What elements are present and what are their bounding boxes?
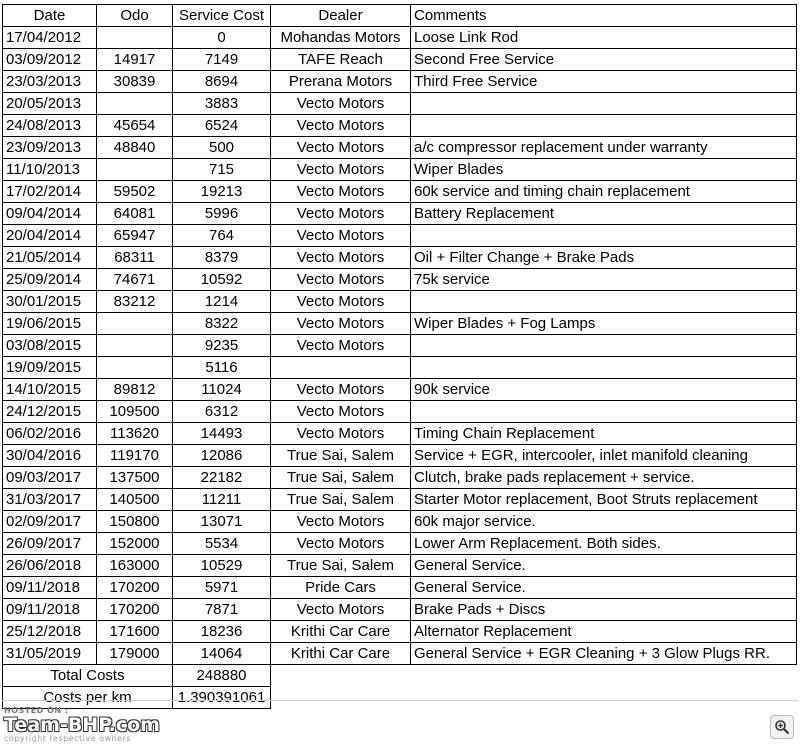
odo-cell: 45654 bbox=[97, 115, 173, 137]
odo-cell: 119170 bbox=[97, 445, 173, 467]
total-costs-label: Total Costs bbox=[3, 665, 173, 687]
odo-cell bbox=[97, 159, 173, 181]
odo-cell bbox=[97, 357, 173, 379]
dealer-cell: Vecto Motors bbox=[271, 93, 411, 115]
date-cell: 25/09/2014 bbox=[3, 269, 97, 291]
comments-cell: Timing Chain Replacement bbox=[411, 423, 797, 445]
odo-cell: 48840 bbox=[97, 137, 173, 159]
service-cost-cell: 14064 bbox=[173, 643, 271, 665]
comments-cell: a/c compressor replacement under warranty bbox=[411, 137, 797, 159]
date-cell: 19/09/2015 bbox=[3, 357, 97, 379]
date-cell: 11/10/2013 bbox=[3, 159, 97, 181]
comments-cell: Battery Replacement bbox=[411, 203, 797, 225]
service-cost-cell: 19213 bbox=[173, 181, 271, 203]
service-cost-cell: 3883 bbox=[173, 93, 271, 115]
service-cost-cell: 7149 bbox=[173, 49, 271, 71]
odo-cell bbox=[97, 313, 173, 335]
odo-cell: 109500 bbox=[97, 401, 173, 423]
comments-cell: Third Free Service bbox=[411, 71, 797, 93]
table-row bbox=[3, 357, 797, 379]
table-row bbox=[3, 379, 797, 401]
zoom-in-button[interactable] bbox=[770, 715, 794, 739]
dealer-cell: True Sai, Salem bbox=[271, 467, 411, 489]
table-row bbox=[3, 269, 797, 291]
date-cell: 02/09/2017 bbox=[3, 511, 97, 533]
date-cell: 31/05/2019 bbox=[3, 643, 97, 665]
comments-cell: Loose Link Rod bbox=[411, 27, 797, 49]
date-cell: 24/08/2013 bbox=[3, 115, 97, 137]
comments-cell: 60k major service. bbox=[411, 511, 797, 533]
odo-cell bbox=[97, 93, 173, 115]
service-cost-cell: 8694 bbox=[173, 71, 271, 93]
odo-cell: 170200 bbox=[97, 577, 173, 599]
comments-cell bbox=[411, 291, 797, 313]
table-row bbox=[3, 203, 797, 225]
service-cost-cell: 14493 bbox=[173, 423, 271, 445]
comments-cell: General Service + EGR Cleaning + 3 Glow Plugs RR. bbox=[411, 643, 797, 665]
odo-cell: 64081 bbox=[97, 203, 173, 225]
service-cost-cell: 5534 bbox=[173, 533, 271, 555]
odo-cell: 150800 bbox=[97, 511, 173, 533]
costs-per-km-value: 1.390391061 bbox=[173, 687, 271, 709]
date-cell: 20/05/2013 bbox=[3, 93, 97, 115]
odo-cell: 30839 bbox=[97, 71, 173, 93]
costs-per-km-label: Costs per km bbox=[3, 687, 173, 709]
comments-cell: Oil + Filter Change + Brake Pads bbox=[411, 247, 797, 269]
table-row bbox=[3, 93, 797, 115]
comments-cell bbox=[411, 225, 797, 247]
empty-cell bbox=[271, 665, 797, 687]
date-cell: 30/04/2016 bbox=[3, 445, 97, 467]
service-cost-cell: 6524 bbox=[173, 115, 271, 137]
watermark-copyright: copyright respective owners bbox=[4, 734, 131, 743]
date-cell: 26/06/2018 bbox=[3, 555, 97, 577]
dealer-cell: Vecto Motors bbox=[271, 225, 411, 247]
odo-cell: 68311 bbox=[97, 247, 173, 269]
odo-cell: 59502 bbox=[97, 181, 173, 203]
odo-cell: 171600 bbox=[97, 621, 173, 643]
dealer-cell: Vecto Motors bbox=[271, 423, 411, 445]
table-row bbox=[3, 401, 797, 423]
comments-cell: Lower Arm Replacement. Both sides. bbox=[411, 533, 797, 555]
dealer-cell: Vecto Motors bbox=[271, 511, 411, 533]
odo-cell: 65947 bbox=[97, 225, 173, 247]
dealer-cell: Krithi Car Care bbox=[271, 621, 411, 643]
comments-cell bbox=[411, 357, 797, 379]
table-row bbox=[3, 445, 797, 467]
team-bhp-logo: Team-BHP.com bbox=[4, 714, 160, 736]
service-cost-cell: 5116 bbox=[173, 357, 271, 379]
service-cost-cell: 11211 bbox=[173, 489, 271, 511]
service-cost-cell: 0 bbox=[173, 27, 271, 49]
service-cost-cell: 715 bbox=[173, 159, 271, 181]
total-costs-value: 248880 bbox=[173, 665, 271, 687]
dealer-cell: Vecto Motors bbox=[271, 247, 411, 269]
table-row bbox=[3, 291, 797, 313]
date-cell: 09/11/2018 bbox=[3, 599, 97, 621]
service-cost-cell: 22182 bbox=[173, 467, 271, 489]
table-row bbox=[3, 115, 797, 137]
service-cost-cell: 9235 bbox=[173, 335, 271, 357]
dealer-cell: Vecto Motors bbox=[271, 203, 411, 225]
date-cell: 06/02/2016 bbox=[3, 423, 97, 445]
service-cost-cell: 8322 bbox=[173, 313, 271, 335]
date-cell: 03/08/2015 bbox=[3, 335, 97, 357]
table-row bbox=[3, 511, 797, 533]
comments-cell bbox=[411, 93, 797, 115]
dealer-cell: Vecto Motors bbox=[271, 533, 411, 555]
service-cost-cell: 12086 bbox=[173, 445, 271, 467]
header-comments: Comments bbox=[411, 5, 797, 27]
zoom-in-icon bbox=[774, 719, 790, 735]
date-cell: 14/10/2015 bbox=[3, 379, 97, 401]
comments-cell: Second Free Service bbox=[411, 49, 797, 71]
date-cell: 23/03/2013 bbox=[3, 71, 97, 93]
date-cell: 24/12/2015 bbox=[3, 401, 97, 423]
odo-cell: 137500 bbox=[97, 467, 173, 489]
table-row bbox=[3, 533, 797, 555]
service-cost-cell: 764 bbox=[173, 225, 271, 247]
odo-cell: 179000 bbox=[97, 643, 173, 665]
table-row bbox=[3, 577, 797, 599]
comments-cell: Brake Pads + Discs bbox=[411, 599, 797, 621]
date-cell: 03/09/2012 bbox=[3, 49, 97, 71]
dealer-cell: Vecto Motors bbox=[271, 291, 411, 313]
dealer-cell: Vecto Motors bbox=[271, 313, 411, 335]
dealer-cell: Pride Cars bbox=[271, 577, 411, 599]
comments-cell: 60k service and timing chain replacement bbox=[411, 181, 797, 203]
table-row bbox=[3, 335, 797, 357]
dealer-cell: Vecto Motors bbox=[271, 181, 411, 203]
dealer-cell: TAFE Reach bbox=[271, 49, 411, 71]
dealer-cell: Vecto Motors bbox=[271, 335, 411, 357]
dealer-cell: Vecto Motors bbox=[271, 379, 411, 401]
date-cell: 09/03/2017 bbox=[3, 467, 97, 489]
service-cost-cell: 5971 bbox=[173, 577, 271, 599]
total-costs-row bbox=[3, 665, 797, 687]
dealer-cell: Mohandas Motors bbox=[271, 27, 411, 49]
service-cost-cell: 7871 bbox=[173, 599, 271, 621]
comments-cell bbox=[411, 401, 797, 423]
table-row bbox=[3, 49, 797, 71]
comments-cell: 90k service bbox=[411, 379, 797, 401]
dealer-cell bbox=[271, 357, 411, 379]
odo-cell: 163000 bbox=[97, 555, 173, 577]
odo-cell bbox=[97, 335, 173, 357]
comments-cell: General Service. bbox=[411, 555, 797, 577]
service-cost-cell: 5996 bbox=[173, 203, 271, 225]
date-cell: 23/09/2013 bbox=[3, 137, 97, 159]
service-cost-cell: 10592 bbox=[173, 269, 271, 291]
service-cost-cell: 1214 bbox=[173, 291, 271, 313]
dealer-cell: Vecto Motors bbox=[271, 137, 411, 159]
comments-cell: Alternator Replacement bbox=[411, 621, 797, 643]
service-cost-cell: 6312 bbox=[173, 401, 271, 423]
table-row bbox=[3, 423, 797, 445]
table-row bbox=[3, 137, 797, 159]
date-cell: 30/01/2015 bbox=[3, 291, 97, 313]
dealer-cell: True Sai, Salem bbox=[271, 555, 411, 577]
date-cell: 17/04/2012 bbox=[3, 27, 97, 49]
table-row bbox=[3, 159, 797, 181]
comments-cell: 75k service bbox=[411, 269, 797, 291]
dealer-cell: Prerana Motors bbox=[271, 71, 411, 93]
date-cell: 19/06/2015 bbox=[3, 313, 97, 335]
dealer-cell: Vecto Motors bbox=[271, 269, 411, 291]
header-row bbox=[3, 5, 797, 27]
table-row bbox=[3, 643, 797, 665]
odo-cell: 140500 bbox=[97, 489, 173, 511]
table-row bbox=[3, 621, 797, 643]
dealer-cell: Vecto Motors bbox=[271, 599, 411, 621]
table-body bbox=[3, 27, 797, 665]
table-row bbox=[3, 489, 797, 511]
dealer-cell: Vecto Motors bbox=[271, 401, 411, 423]
header-date: Date bbox=[3, 5, 97, 27]
dealer-cell: True Sai, Salem bbox=[271, 489, 411, 511]
comments-cell: Starter Motor replacement, Boot Struts replacement bbox=[411, 489, 797, 511]
header-dealer: Dealer bbox=[271, 5, 411, 27]
header-service-cost: Service Cost bbox=[173, 5, 271, 27]
odo-cell: 113620 bbox=[97, 423, 173, 445]
table-row bbox=[3, 313, 797, 335]
odo-cell: 74671 bbox=[97, 269, 173, 291]
odo-cell: 83212 bbox=[97, 291, 173, 313]
date-cell: 26/09/2017 bbox=[3, 533, 97, 555]
service-cost-cell: 18236 bbox=[173, 621, 271, 643]
table-row bbox=[3, 555, 797, 577]
hosting-watermark bbox=[4, 706, 194, 742]
watermark-hosted-text: HOSTED ON : bbox=[4, 706, 69, 715]
dealer-cell: Krithi Car Care bbox=[271, 643, 411, 665]
odo-cell: 152000 bbox=[97, 533, 173, 555]
date-cell: 09/11/2018 bbox=[3, 577, 97, 599]
date-cell: 21/05/2014 bbox=[3, 247, 97, 269]
odo-cell: 170200 bbox=[97, 599, 173, 621]
comments-cell: General Service. bbox=[411, 577, 797, 599]
table-row bbox=[3, 181, 797, 203]
dealer-cell: Vecto Motors bbox=[271, 115, 411, 137]
date-cell: 25/12/2018 bbox=[3, 621, 97, 643]
service-cost-cell: 8379 bbox=[173, 247, 271, 269]
table-row bbox=[3, 467, 797, 489]
service-cost-cell: 10529 bbox=[173, 555, 271, 577]
service-cost-cell: 11024 bbox=[173, 379, 271, 401]
date-cell: 20/04/2014 bbox=[3, 225, 97, 247]
table-row bbox=[3, 27, 797, 49]
dealer-cell: Vecto Motors bbox=[271, 159, 411, 181]
table-row bbox=[3, 225, 797, 247]
service-cost-cell: 13071 bbox=[173, 511, 271, 533]
comments-cell bbox=[411, 115, 797, 137]
service-cost-table bbox=[2, 4, 797, 709]
service-cost-cell: 500 bbox=[173, 137, 271, 159]
table-row bbox=[3, 599, 797, 621]
dealer-cell: True Sai, Salem bbox=[271, 445, 411, 467]
comments-cell: Service + EGR, intercooler, inlet manifold cleaning bbox=[411, 445, 797, 467]
odo-cell: 14917 bbox=[97, 49, 173, 71]
header-odo: Odo bbox=[97, 5, 173, 27]
comments-cell bbox=[411, 335, 797, 357]
odo-cell: 89812 bbox=[97, 379, 173, 401]
comments-cell: Wiper Blades bbox=[411, 159, 797, 181]
date-cell: 17/02/2014 bbox=[3, 181, 97, 203]
table-row bbox=[3, 247, 797, 269]
comments-cell: Wiper Blades + Fog Lamps bbox=[411, 313, 797, 335]
table-row bbox=[3, 71, 797, 93]
date-cell: 09/04/2014 bbox=[3, 203, 97, 225]
date-cell: 31/03/2017 bbox=[3, 489, 97, 511]
odo-cell bbox=[97, 27, 173, 49]
comments-cell: Clutch, brake pads replacement + service. bbox=[411, 467, 797, 489]
